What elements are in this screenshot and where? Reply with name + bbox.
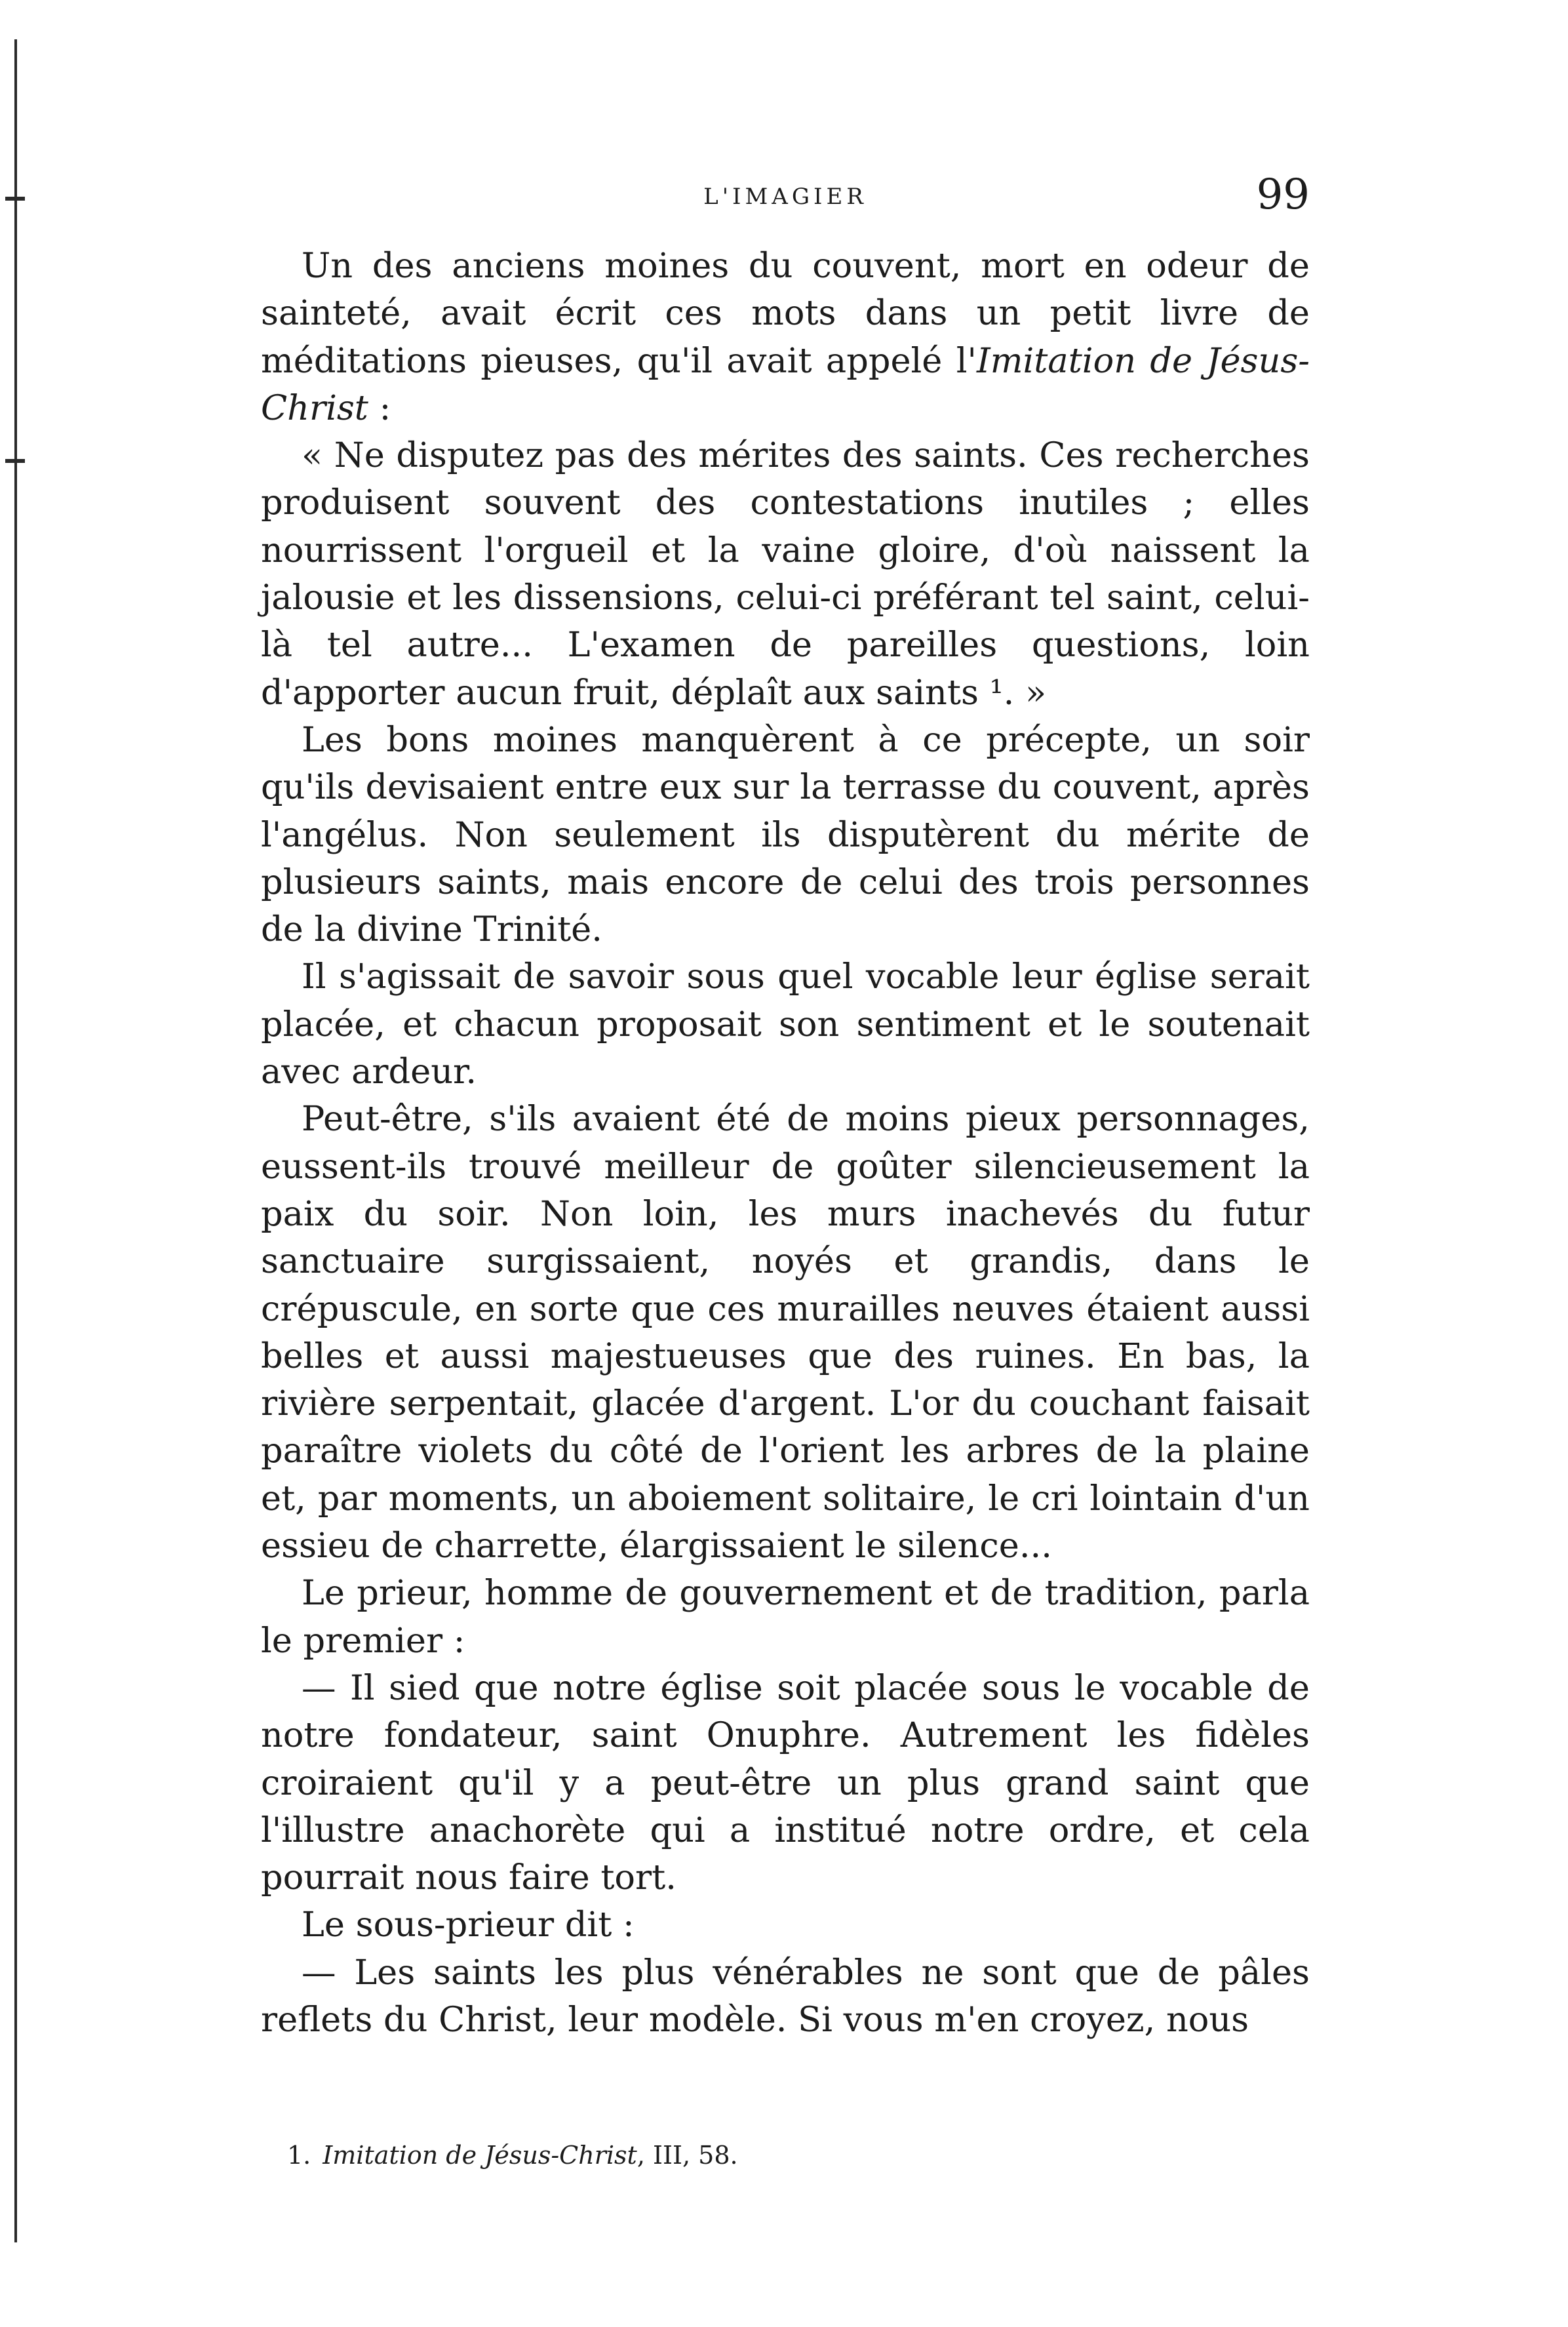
paragraph: Le sous-prieur dit : bbox=[302, 1905, 635, 1945]
running-title: L'IMAGIER bbox=[703, 184, 867, 210]
page-number: 99 bbox=[1256, 170, 1310, 219]
book-page bbox=[261, 170, 1310, 2044]
paragraph-text: Un des anciens moines du couvent, mort en odeur de sainteté, avait écrit ces mots dans un petit livre de méditations pieuses, qu'il avait appelé l' bbox=[261, 246, 1310, 381]
footnote-title: Imitation de Jésus-Christ bbox=[323, 2141, 637, 2170]
book-title: Imitation de Jésus-Christ bbox=[261, 340, 1310, 428]
left-margin-rule bbox=[14, 39, 17, 2242]
running-head bbox=[261, 170, 1310, 219]
paragraph: Il s'agissait de savoir sous quel vocable leur église serait placée, et chacun proposait son sentiment et le soutenait avec ardeur. bbox=[261, 957, 1310, 1092]
paragraph: « Ne disputez pas des mérites des saints. Ces recherches produisent souvent des contestations inutiles ; elles nourrissent l'orgueil et la vaine gloire, d'où naissent la jalousie et les dissensions, celui-ci préférant tel saint, celui-là tel autre... L'examen de pareilles questions, loin d'apporter aucun fruit, déplaît aux saints ¹. » bbox=[261, 435, 1310, 713]
paragraph: Peut-être, s'ils avaient été de moins pieux personnages, eussent-ils trouvé meilleur de goûter silencieusement la paix du soir. Non loin, les murs inachevés du futur sanctuaire surgissaient, noyés et grandis, dans le crépuscule, en sorte que ces murailles neuves étaient aussi belles et aussi majestueuses que des ruines. En bas, la rivière serpentait, glacée d'argent. L'or du couchant faisait paraître violets du côté de l'orient les arbres de la plaine et, par moments, un aboiement solitaire, le cri lointain d'un essieu de charrette, élargissaient le silence... bbox=[261, 1099, 1310, 1566]
paragraph: Le prieur, homme de gouvernement et de tradition, parla le premier : bbox=[261, 1573, 1310, 1661]
footnote-number: 1. bbox=[287, 2141, 311, 2170]
paragraph bbox=[261, 243, 1310, 432]
paragraph: Les bons moines manquèrent à ce précepte, un soir qu'ils devisaient entre eux sur la terrasse du couvent, après l'angélus. Non seulement ils disputèrent du mérite de plusieurs saints, mais encore de celui des trois personnes de la divine Trinité. bbox=[261, 719, 1310, 950]
dialogue-paragraph: — Il sied que notre église soit placée sous le vocable de notre fondateur, saint Onuphre. Autrement les fidèles croiraient qu'il y a peut-être un plus grand saint que l'illustre anachorète qui a institué notre ordre, et cela pourrait nous faire tort. bbox=[261, 1667, 1310, 1898]
body-text bbox=[261, 243, 1310, 2044]
dialogue-paragraph: — Les saints les plus vénérables ne sont que de pâles reflets du Christ, leur modèle. Si vous m'en croyez, nous bbox=[261, 1952, 1310, 2040]
margin-tick bbox=[5, 197, 25, 201]
footnote-text: , III, 58. bbox=[637, 2141, 738, 2170]
paragraph-text: : bbox=[368, 388, 391, 428]
footnote bbox=[287, 2141, 1336, 2170]
margin-tick bbox=[5, 459, 25, 463]
